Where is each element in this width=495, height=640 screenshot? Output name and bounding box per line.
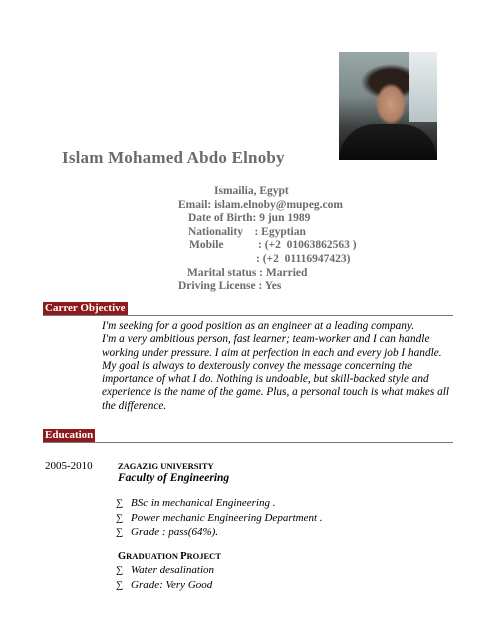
driving-license: Driving License : Yes (178, 280, 282, 293)
objective-section-label: Carrer Objective (45, 302, 126, 314)
education-years: 2005-2010 (45, 460, 93, 472)
project-grade: Grade: Very Good (131, 578, 213, 591)
grade-item: Grade : pass(64%). (131, 526, 219, 538)
objective-text (102, 320, 458, 413)
car-window (409, 52, 437, 122)
nationality: Nationality : Egyptian (188, 225, 306, 238)
degree-item: BSc in mechanical Engineering . (131, 497, 276, 509)
full-name: Islam Mohamed Abdo Elnoby (62, 148, 285, 167)
degree-list (116, 496, 323, 540)
location: Ismailia, Egypt (214, 185, 289, 197)
graduation-project-title: GRADUATION PROJECT (118, 551, 221, 562)
objective-line: My goal is always to dexterously convey the message concerning the (102, 359, 413, 372)
department-item: Power mechanic Engineering Department . (131, 511, 323, 524)
bullet-icon: ∑ (116, 579, 124, 591)
mobile-2: : (+2 01116947423) (256, 252, 351, 265)
list-item (116, 525, 323, 540)
date-of-birth: Date of Birth: 9 jun 1989 (188, 212, 311, 225)
mobile-1: Mobile : (+2 01063862563 ) (189, 239, 357, 252)
profile-photo (339, 52, 437, 160)
bullet-icon: ∑ (116, 498, 124, 509)
faculty-name: Faculty of Engineering (118, 472, 230, 484)
objective-line: the difference. (102, 399, 167, 412)
objective-line: importance of what I do. Nothing is undoable, but skill-backed style and (102, 373, 429, 386)
objective-line: I'm seeking for a good position as an engineer at a leading company. (102, 320, 415, 332)
contact-block (178, 185, 357, 294)
education-section-label: Education (45, 429, 94, 441)
list-item (116, 496, 323, 511)
shirt (339, 124, 437, 160)
objective-line: experience is the name of the game. Plus, a personal touch is what makes all (102, 386, 449, 399)
project-name: Water desalination (131, 564, 215, 576)
list-item (116, 578, 214, 593)
list-item (116, 511, 323, 526)
project-list (116, 563, 214, 592)
university-name: ZAGAZIG UNIVERSITY (118, 461, 214, 471)
bullet-icon: ∑ (116, 512, 124, 524)
objective-divider (43, 315, 453, 316)
email: Email: islam.elnoby@mupeg.com (178, 198, 343, 211)
objective-line: working under pressure. I aim at perfection in each and every job I handle. (102, 346, 442, 359)
objective-line: I'm a very ambitious person, fast learner; team-worker and I can handle (102, 333, 430, 346)
bullet-icon: ∑ (116, 527, 124, 538)
list-item (116, 563, 214, 578)
marital-status: Marital status : Married (187, 266, 308, 279)
bullet-icon: ∑ (116, 565, 124, 576)
education-divider (43, 442, 453, 443)
